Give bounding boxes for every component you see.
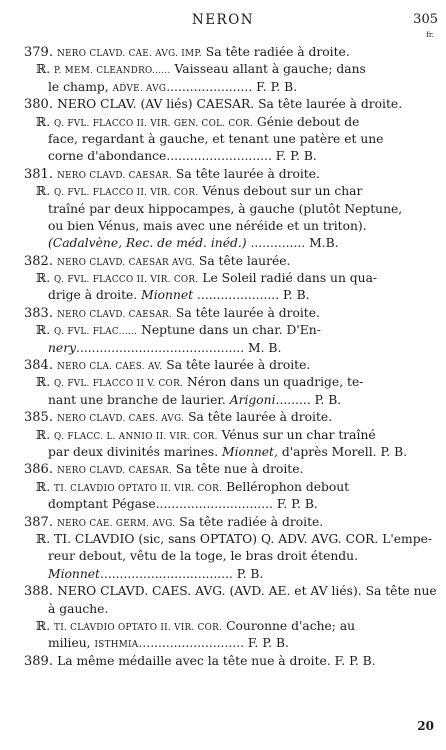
- coin-legend: NERO CLAVD. CAESAR.: [57, 466, 173, 477]
- text-line: [24, 427, 424, 444]
- line-text: .............. M.B.: [246, 236, 339, 251]
- line-text: ℝ.: [36, 271, 55, 286]
- coin-legend: NERO CLAVD. CAESAR.: [57, 309, 173, 320]
- line-text: NERO CLAV. (AV liés) CAESAR.: [57, 97, 255, 112]
- line-text: ..................... P. B.: [193, 288, 310, 303]
- text-line: [24, 183, 424, 200]
- coin-legend: NERO CLAVD. CAE. AVG. IMP.: [57, 49, 202, 59]
- line-text: face, regardant à gauche, et tenant une patère et une: [48, 131, 384, 146]
- coin-legend: Q. FVL. FLACCO II. VIR. COR.: [54, 188, 199, 199]
- line-text: domptant Pégase.............................. F. P. B.: [48, 497, 318, 512]
- text-line: [24, 496, 424, 513]
- text-line: [24, 514, 424, 531]
- coin-legend: NERO CLA. CAES. AV.: [57, 362, 163, 373]
- text-line: [24, 44, 424, 61]
- line-text: L'empe-: [378, 531, 433, 546]
- reference-citation: Mionnet,: [222, 444, 278, 459]
- line-text: Sa tête nue à droite.: [172, 462, 304, 477]
- line-text: Neptune dans un char. D'En-: [137, 323, 321, 338]
- text-line: [24, 392, 424, 409]
- text-line: [24, 114, 424, 131]
- coin-legend: NERO CAE. GERM. AVG.: [57, 518, 176, 529]
- signature-mark: 20: [417, 719, 434, 733]
- line-text: d'après Morell. P. B.: [277, 444, 408, 459]
- line-text: drige à droite.: [48, 288, 142, 303]
- line-text: reur debout, vêtu de la toge, le bras droit étendu.: [48, 549, 358, 564]
- text-line: [24, 270, 424, 287]
- line-text: Couronne d'ache; au: [222, 618, 356, 633]
- coin-legend: NERO CLAVD. CAES. AVG.: [57, 414, 185, 425]
- text-line: [24, 166, 424, 183]
- line-text: ℝ.: [36, 427, 55, 442]
- line-text: Sa tête laurée à droite.: [162, 358, 311, 373]
- text-line: [24, 253, 424, 270]
- line-text: .................................. P. B.: [100, 566, 264, 581]
- entry-number: 380.: [24, 97, 58, 113]
- text-line: [24, 79, 424, 96]
- text-line: [24, 653, 424, 670]
- line-text: milieu,: [48, 636, 95, 651]
- line-text: ℝ.: [36, 114, 55, 129]
- reference-citation: Mionnet: [141, 288, 194, 303]
- entry-number: 379.: [24, 45, 58, 60]
- line-text: Vénus sur un char traîné: [217, 427, 376, 442]
- catalogue-body: [24, 44, 437, 670]
- entry-number: 383.: [24, 305, 58, 321]
- line-text: ou bien Vénus, mais avec une néréide et un triton).: [48, 218, 367, 233]
- line-text: Sa tête laurée à droite.: [172, 166, 320, 181]
- line-text: corne d'abondance........................... F. P. B.: [48, 149, 317, 164]
- text-line: [24, 444, 424, 461]
- text-line: [24, 357, 424, 374]
- line-text: nant une branche de laurier.: [48, 392, 230, 407]
- line-text: Génie debout de: [252, 114, 360, 129]
- entry-number: 388.: [24, 584, 58, 600]
- coin-legend: NERO CLAVD. CAESAR.: [57, 170, 173, 181]
- line-text: Sa tête radiée à droite.: [175, 514, 324, 529]
- text-line: [24, 601, 424, 618]
- page-note: fr.: [426, 30, 434, 39]
- entry-number: 382.: [24, 253, 58, 269]
- running-head: NERON: [191, 12, 255, 28]
- coin-legend: TI. CLAVDIO OPTATO II. VIR. COR.: [54, 622, 223, 633]
- coin-legend: ISTHMIA: [94, 640, 139, 651]
- text-line: [24, 340, 424, 357]
- line-text: ℝ.: [36, 618, 55, 633]
- coin-legend: Q. FVL. FLACCO II. VIR. GEN. COL. COR.: [54, 118, 253, 129]
- text-line: [24, 531, 433, 548]
- reference-citation: Arigoni: [229, 392, 276, 407]
- reference-citation: nery: [48, 340, 77, 355]
- text-line: [24, 635, 424, 652]
- line-text: La même médaille avec la tête nue à droite. F. P. B.: [57, 653, 376, 668]
- line-text: ℝ.: [36, 479, 55, 494]
- line-text: ℝ.: [36, 375, 55, 390]
- text-line: [24, 461, 424, 478]
- line-text: ........................................... M. B.: [76, 340, 282, 355]
- line-text: Vénus debout sur un char: [198, 184, 363, 199]
- text-line: [24, 201, 424, 218]
- text-line: [24, 218, 424, 235]
- entry-number: 389.: [24, 653, 58, 669]
- line-text: ℝ.: [36, 62, 55, 77]
- text-line: [24, 96, 424, 113]
- reference-citation: (Cadalvène, Rec. de méd. inéd.): [48, 236, 247, 251]
- page-number: 305: [413, 12, 438, 27]
- line-text: par deux divinités marines.: [48, 444, 223, 459]
- coin-legend: Q. FVL. FLACCO II V. COR.: [54, 379, 184, 390]
- line-text: ........................... F. P. B.: [138, 636, 289, 651]
- line-text: TI. CLAVDIO (sic, sans OPTATO) Q. ADV. AVG. COR.: [54, 531, 379, 546]
- coin-legend: ADVE. AVG: [112, 83, 167, 94]
- entry-number: 385.: [24, 410, 58, 426]
- text-line: [24, 409, 424, 426]
- line-text: ......... P. B.: [275, 392, 342, 407]
- line-text: Néron dans un quadrige, te-: [183, 375, 364, 390]
- line-text: Sa tête laurée.: [194, 253, 291, 268]
- text-line: [24, 131, 424, 148]
- line-text: NERO CLAVD. CAES. AVG. (AVD. AE. et AV liés).: [57, 584, 362, 599]
- text-line: [24, 566, 424, 583]
- coin-legend: P. MEM. CLEANDRO......: [54, 66, 171, 77]
- line-text: Sa tête laurée à droite.: [184, 410, 333, 425]
- line-text: ℝ.: [36, 323, 55, 338]
- line-text: Vaisseau allant à gauche; dans: [170, 62, 366, 77]
- line-text: Le Soleil radié dans un qua-: [198, 271, 378, 286]
- text-line: [24, 235, 424, 252]
- coin-legend: NERO CLAVD. CAESAR AVG.: [57, 257, 195, 268]
- reference-citation: Mionnet: [48, 566, 100, 581]
- text-line: [24, 583, 437, 600]
- text-line: [24, 148, 424, 165]
- line-text: traîné par deux hippocampes, à gauche (plutôt Neptune,: [48, 201, 403, 216]
- line-text: ...................... F. P. B.: [166, 79, 298, 94]
- text-line: [24, 287, 424, 304]
- line-text: Sa tête laurée à droite.: [172, 305, 320, 320]
- coin-legend: Q. FLACC. L. ANNIO II. VIR. COR.: [54, 431, 218, 442]
- line-text: Sa tête radiée à droite.: [201, 45, 350, 59]
- text-line: [24, 305, 424, 322]
- entry-number: 384.: [24, 358, 58, 374]
- text-line: [24, 548, 424, 565]
- line-text: Sa tête nue: [361, 584, 437, 599]
- entry-number: 386.: [24, 462, 58, 478]
- line-text: le champ,: [48, 79, 113, 94]
- coin-legend: Q. FVL. FLAC......: [54, 327, 138, 338]
- line-text: à gauche.: [48, 601, 109, 616]
- line-text: Sa tête laurée à droite.: [254, 97, 403, 112]
- text-line: [24, 618, 424, 635]
- text-line: [24, 479, 424, 496]
- coin-legend: Q. FVL. FLACCO II. VIR. COR.: [54, 275, 199, 286]
- entry-number: 387.: [24, 514, 58, 530]
- text-line: [24, 374, 424, 391]
- line-text: ℝ.: [36, 184, 55, 199]
- line-text: Bellérophon debout: [222, 479, 350, 494]
- text-line: [24, 322, 424, 339]
- coin-legend: TI. CLAVDIO OPTATO II. VIR. COR.: [54, 483, 223, 494]
- text-line: [24, 61, 424, 78]
- line-text: ℝ.: [36, 531, 55, 546]
- entry-number: 381.: [24, 166, 58, 182]
